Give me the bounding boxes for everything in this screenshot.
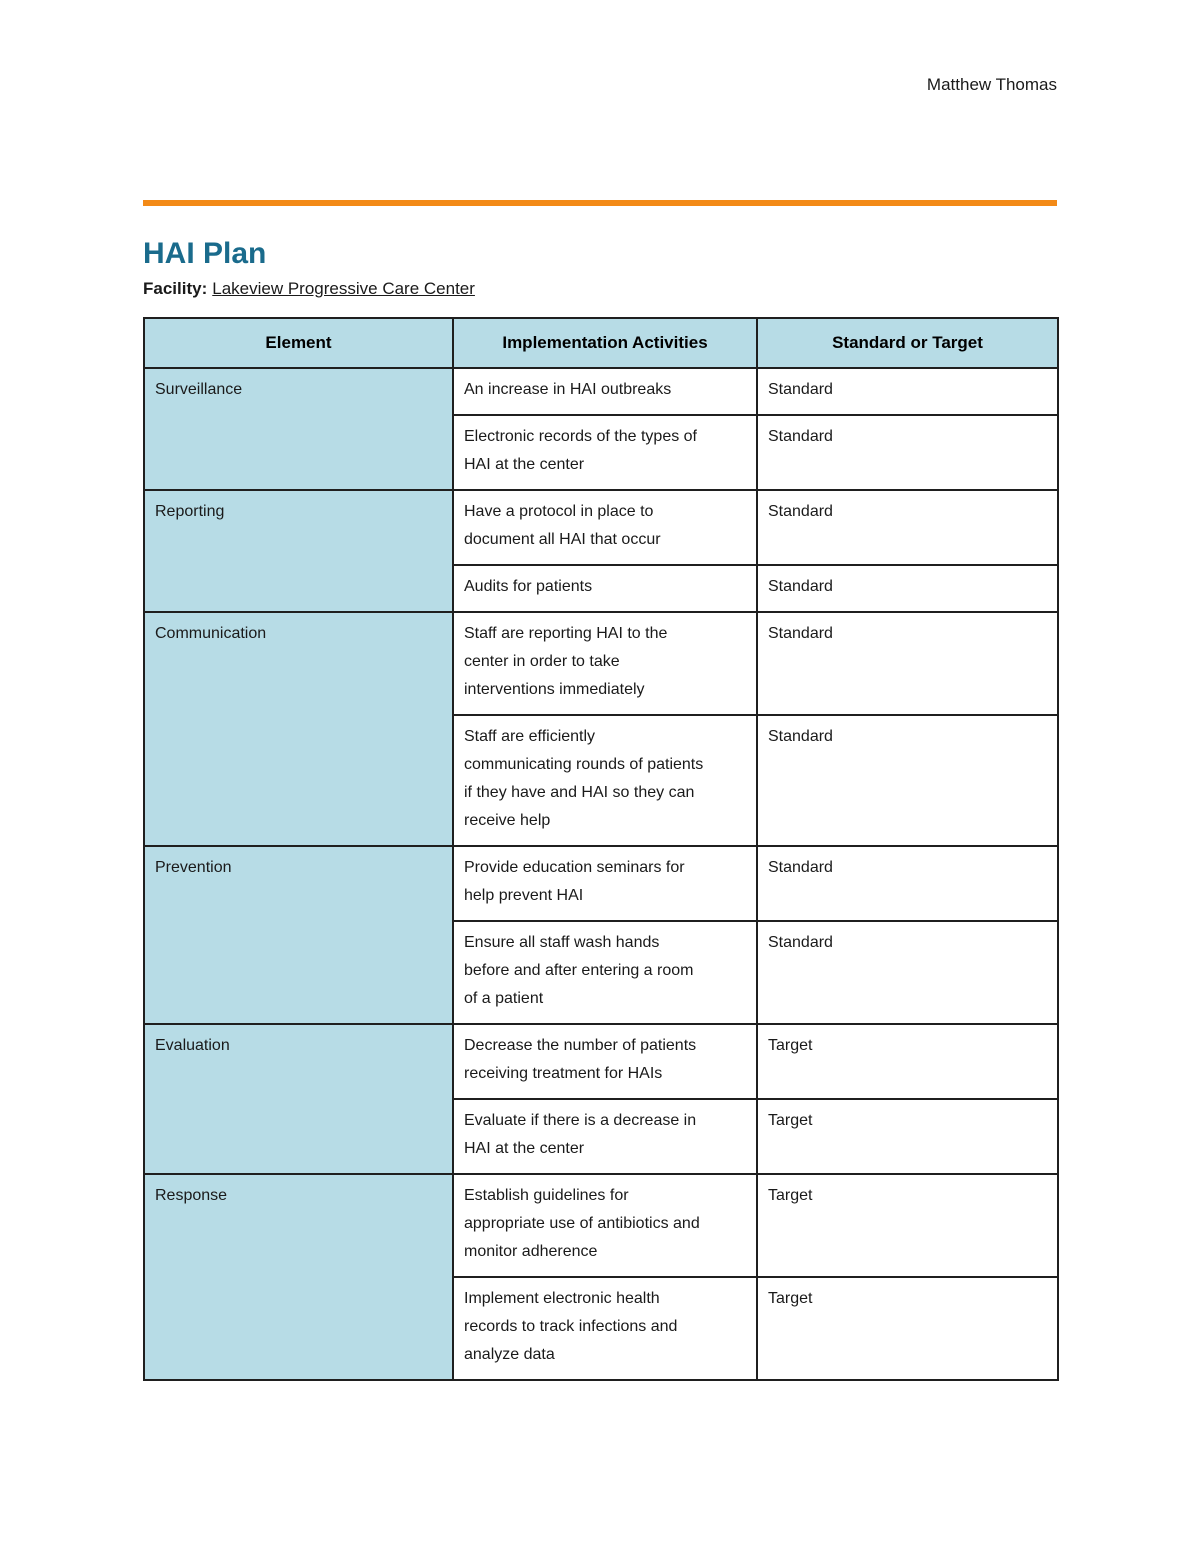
table-row bbox=[144, 1024, 1058, 1099]
activity-cell bbox=[453, 415, 757, 490]
activity-cell bbox=[453, 715, 757, 846]
element-cell: Reporting bbox=[144, 490, 453, 612]
standard-or-target-cell: Target bbox=[757, 1174, 1058, 1277]
table-row bbox=[144, 1174, 1058, 1277]
activity-cell bbox=[453, 490, 757, 565]
column-header-element: Element bbox=[144, 318, 453, 368]
activity-text: Ensure all staff wash hands before and after entering a room of a patient bbox=[464, 934, 694, 1007]
element-cell: Surveillance bbox=[144, 368, 453, 490]
activity-cell bbox=[453, 846, 757, 921]
activity-text: Implement electronic health records to track infections and analyze data bbox=[464, 1290, 678, 1363]
standard-or-target-cell: Standard bbox=[757, 612, 1058, 715]
standard-or-target-cell: Standard bbox=[757, 490, 1058, 565]
standard-or-target-cell: Standard bbox=[757, 368, 1058, 415]
activity-cell bbox=[453, 1277, 757, 1380]
facility-line bbox=[143, 278, 1057, 300]
activity-cell bbox=[453, 1099, 757, 1174]
standard-or-target-cell: Target bbox=[757, 1024, 1058, 1099]
title-accent-rule bbox=[143, 200, 1057, 206]
activity-text: Electronic records of the types of HAI at the center bbox=[464, 428, 697, 473]
page-title: HAI Plan bbox=[143, 237, 267, 270]
activity-cell bbox=[453, 1024, 757, 1099]
element-cell: Communication bbox=[144, 612, 453, 846]
element-cell: Prevention bbox=[144, 846, 453, 1024]
table-row bbox=[144, 490, 1058, 565]
activity-text: Evaluate if there is a decrease in HAI at the center bbox=[464, 1112, 697, 1157]
table-row bbox=[144, 368, 1058, 415]
activity-text: Decrease the number of patients receiving treatment for HAIs bbox=[464, 1037, 697, 1082]
activity-text: Have a protocol in place to document all HAI that occur bbox=[464, 503, 661, 548]
element-cell: Evaluation bbox=[144, 1024, 453, 1174]
activity-text: Staff are reporting HAI to the center in order to take interventions immediately bbox=[464, 625, 668, 698]
standard-or-target-cell: Standard bbox=[757, 565, 1058, 612]
standard-or-target-cell: Target bbox=[757, 1277, 1058, 1380]
activity-text: Staff are efficiently communicating rounds of patients if they have and HAI so they can receive help bbox=[464, 728, 704, 829]
activity-cell bbox=[453, 612, 757, 715]
table-row bbox=[144, 846, 1058, 921]
document-content bbox=[143, 0, 1057, 1381]
activity-text: Audits for patients bbox=[464, 578, 593, 595]
activity-text: An increase in HAI outbreaks bbox=[464, 381, 672, 398]
standard-or-target-cell: Standard bbox=[757, 921, 1058, 1024]
activity-cell bbox=[453, 1174, 757, 1277]
hai-plan-table bbox=[143, 317, 1059, 1381]
document-author: Matthew Thomas bbox=[926, 75, 1057, 94]
table-row bbox=[144, 612, 1058, 715]
standard-or-target-cell: Standard bbox=[757, 715, 1058, 846]
activity-cell bbox=[453, 565, 757, 612]
element-cell: Response bbox=[144, 1174, 453, 1380]
column-header-implementation-activities: Implementation Activities bbox=[453, 318, 757, 368]
standard-or-target-cell: Standard bbox=[757, 846, 1058, 921]
activity-text: Establish guidelines for appropriate use of antibiotics and monitor adherence bbox=[464, 1187, 700, 1260]
column-header-standard-or-target: Standard or Target bbox=[757, 318, 1058, 368]
facility-name: Lakeview Progressive Care Center bbox=[212, 279, 475, 298]
standard-or-target-cell: Standard bbox=[757, 415, 1058, 490]
table-header-row bbox=[144, 318, 1058, 368]
activity-cell bbox=[453, 368, 757, 415]
facility-label: Facility: bbox=[143, 279, 208, 298]
activity-text: Provide education seminars for help prevent HAI bbox=[464, 859, 685, 904]
activity-cell bbox=[453, 921, 757, 1024]
standard-or-target-cell: Target bbox=[757, 1099, 1058, 1174]
